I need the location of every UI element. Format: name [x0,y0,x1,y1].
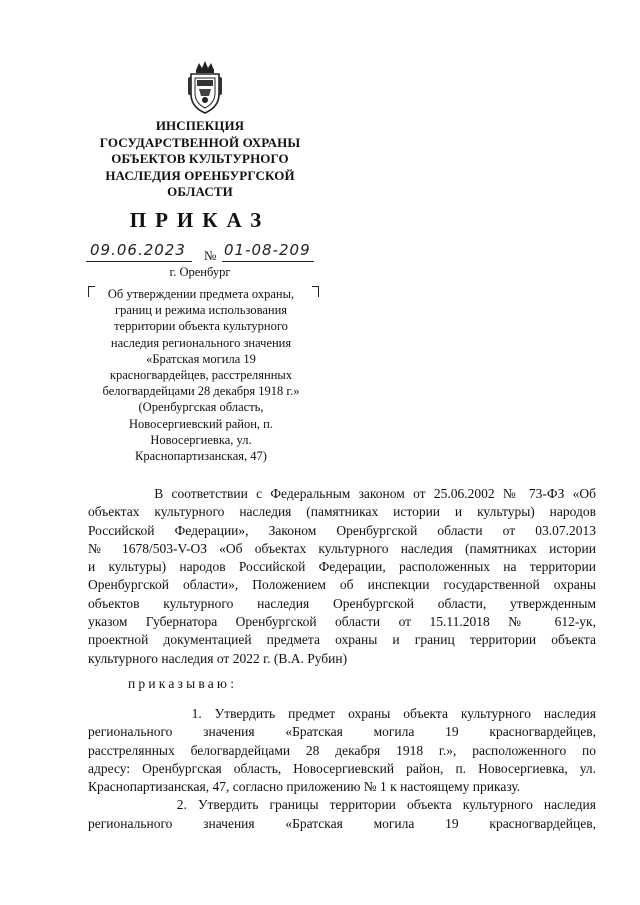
item-line: адресу: Оренбургская область, Новосергиевский район, п. Новосергиевка, ул. [88,760,596,776]
preamble-line: проектной документацией предмета охраны и границ территории объекта [88,632,596,648]
coat-of-arms-emblem [184,60,226,116]
number-sign: № [204,248,217,263]
city-label: г. Оренбург [169,265,231,279]
subject-line: Новосергиевский район, п. [129,416,273,431]
subject-line: наследия регионального значения [110,335,292,350]
number-underline [222,261,314,262]
org-line: ОБЪЕКТОВ КУЛЬТУРНОГО [111,151,289,166]
subject-line: границ и режима использования [114,303,288,318]
preamble-line: Оренбургской области», Положением об инспекции государственной охраны [88,577,596,593]
preamble-line: указом Губернатора Оренбургской области от 15.11.2018 № 612-ук, [88,614,596,630]
org-line: ОБЛАСТИ [167,184,233,199]
subject-line: (Оренбургская область, [138,400,264,415]
handwritten-number: 01-08-209 [224,241,311,259]
org-line: ИНСПЕКЦИЯ [155,118,245,133]
org-line: ГОСУДАРСТВЕННОЙ ОХРАНЫ [99,134,301,150]
subject-block [92,286,310,464]
order-items [88,705,596,833]
preamble-line: № 1678/503-V-ОЗ «Об объектах культурного наследия (памятниках истории [88,540,596,556]
preamble-line: В соответствии с Федеральным законом от 25.06.2002 № 73-ФЗ «Об [88,486,596,501]
item-line: 1. Утвердить предмет охраны объекта культурного наследия [88,706,596,721]
item-line: 2. Утвердить границы территории объекта культурного наследия [88,797,596,813]
subject-bracket-right [312,286,319,297]
org-line: НАСЛЕДИЯ ОРЕНБУРГСКОЙ [105,167,295,183]
preamble-line: Российской Федерации», Законом Оренбургской области от 03.07.2013 [88,522,596,538]
subject-line: «Братская могила 19 [146,351,256,366]
document-type-title: ПРИКАЗ [129,208,271,232]
date-underline [86,261,192,262]
item-line: расстрелянных белогвардейцами 28 декабря 1918 г.», расположенного по [88,742,596,758]
organization-name [90,118,310,201]
subject-line: белогвардейцами 28 декабря 1918 г.» [102,384,300,399]
order-word: приказываю: [128,676,238,691]
subject-line: Новосергиевка, ул. [150,432,252,447]
subject-line: территории объекта культурного [114,319,288,334]
preamble-paragraph [88,485,596,668]
subject-line: Краснопартизанская, 47) [135,449,267,464]
item-line: регионального значения «Братская могила 19 красногвардейцев, [88,815,596,831]
item-line: Краснопартизанская, 47, согласно приложению № 1 к настоящему приказу. [88,779,521,795]
handwritten-date: 09.06.2023 [90,241,186,259]
preamble-line: объектов культурного наследия Оренбургской области, утвержденным [88,595,596,611]
preamble-line: объектах культурного наследия (памятниках истории и культуры) народов [88,504,596,520]
subject-line: красногвардейцев, расстрелянных [109,368,293,383]
date-number-line [86,241,316,267]
item-line: регионального значения «Братская могила 19 красногвардейцев, [88,724,596,740]
preamble-line: культурного наследия от 2022 г. (В.А. Рубин) [88,650,348,666]
subject-line: Об утверждении предмета охраны, [107,287,295,301]
preamble-line: и культуры) народов Российской Федерации, расположенных на территории [88,559,596,575]
